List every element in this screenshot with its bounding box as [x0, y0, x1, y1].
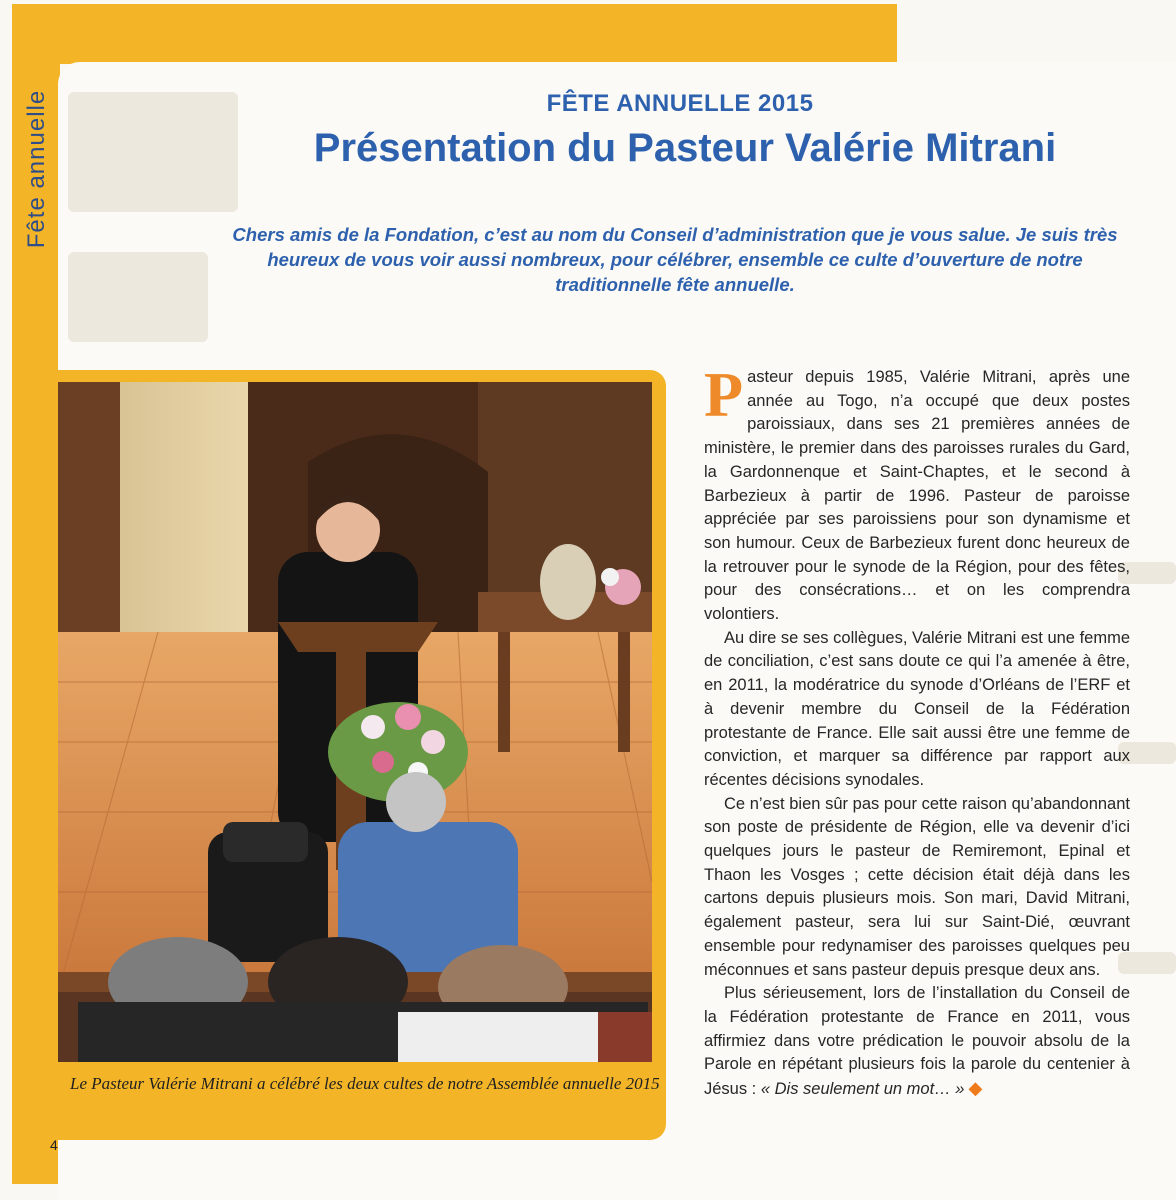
end-diamond-icon: ◆ [968, 1078, 983, 1099]
paragraph-4 [704, 982, 1130, 1102]
ceremony-photo [58, 382, 652, 1062]
paragraph-2: Au dire se ses collègues, Valérie Mitrani est une femme de conciliation, c’est sans doute ce qui l’a amenée à être, en 2011, la modératrice du synode d’Orléans de l’ERF et à devenir membre du Conseil de la Fédération protestante de France. Elle sait aussi être une femme de conviction, et marquer sa différence par rapport aux récentes décisions synodales. [704, 628, 1130, 789]
closing-quote: « Dis seulement un mot… » [760, 1080, 965, 1099]
page-title: Présentation du Pasteur Valérie Mitrani [313, 126, 1057, 170]
paragraph-1-text: asteur depuis 1985, Valérie Mitrani, après une année au Togo, n’a occupé que deux postes paroissiaux, dans ses 21 premières années de ministère, le premier dans des paroisses rurales du Gard, la Gardonnenque et Saint-Chaptes, et le second à Barbezieux à partir de 1996. Pasteur de paroisse appréciée par ses paroissiens pour son dynamisme et son humour. Ceux de Barbezieux furent donc heureux de la retrouver pour le synode de la Région, pour des fêtes, pour des consécrations… et on les comprendra volontiers. [704, 368, 1130, 624]
article-body [704, 359, 1130, 1102]
paragraph-1 [704, 359, 1130, 627]
paragraph-3: Ce n’est bien sûr pas pour cette raison qu’abandonnant son poste de présidente de Région, elle va devenir d’ici quelques jours le pasteur de Remiremont, Epinal et Thaon les Vosges ; cette décision était déjà dans les cartons depuis plusieurs mois. Son mari, David Mitrani, également pasteur, sera lui sur Saint-Dié, œuvrant ensemble pour redynamiser des paroisses quelques peu méconnues et sans pasteur depuis presque deux ans. [704, 794, 1130, 979]
kicker: FÊTE ANNUELLE 2015 [546, 90, 814, 117]
ceremony-photo-illustration [58, 382, 652, 1062]
section-side-label-text: Fête annuelle [23, 89, 50, 249]
section-side-label [14, 60, 58, 290]
drop-cap: P [704, 359, 744, 430]
photo-caption: Le Pasteur Valérie Mitrani a célébré les deux cultes de notre Assemblée annuelle 2015 [70, 1074, 660, 1093]
orange-top-band [12, 4, 897, 64]
page-number: 4 [50, 1137, 58, 1153]
intro-text: Chers amis de la Fondation, c’est au nom du Conseil d’administration que je vous salue. Je suis très heureux de vous voir aussi nombreux, pour célébrer, ensemble ce culte d’ouverture de notre traditionnelle fête annuelle. [232, 224, 1118, 295]
show-through-image-2 [68, 252, 208, 342]
paragraph-4-text: Plus sérieusement, lors de l’installation du Conseil de la Fédération protestante de France en 2011, vous affirmiez dans votre prédication le pouvoir absolu de la Parole en répétant plusieurs fois la parole du centenier à Jésus : [704, 984, 1130, 1099]
